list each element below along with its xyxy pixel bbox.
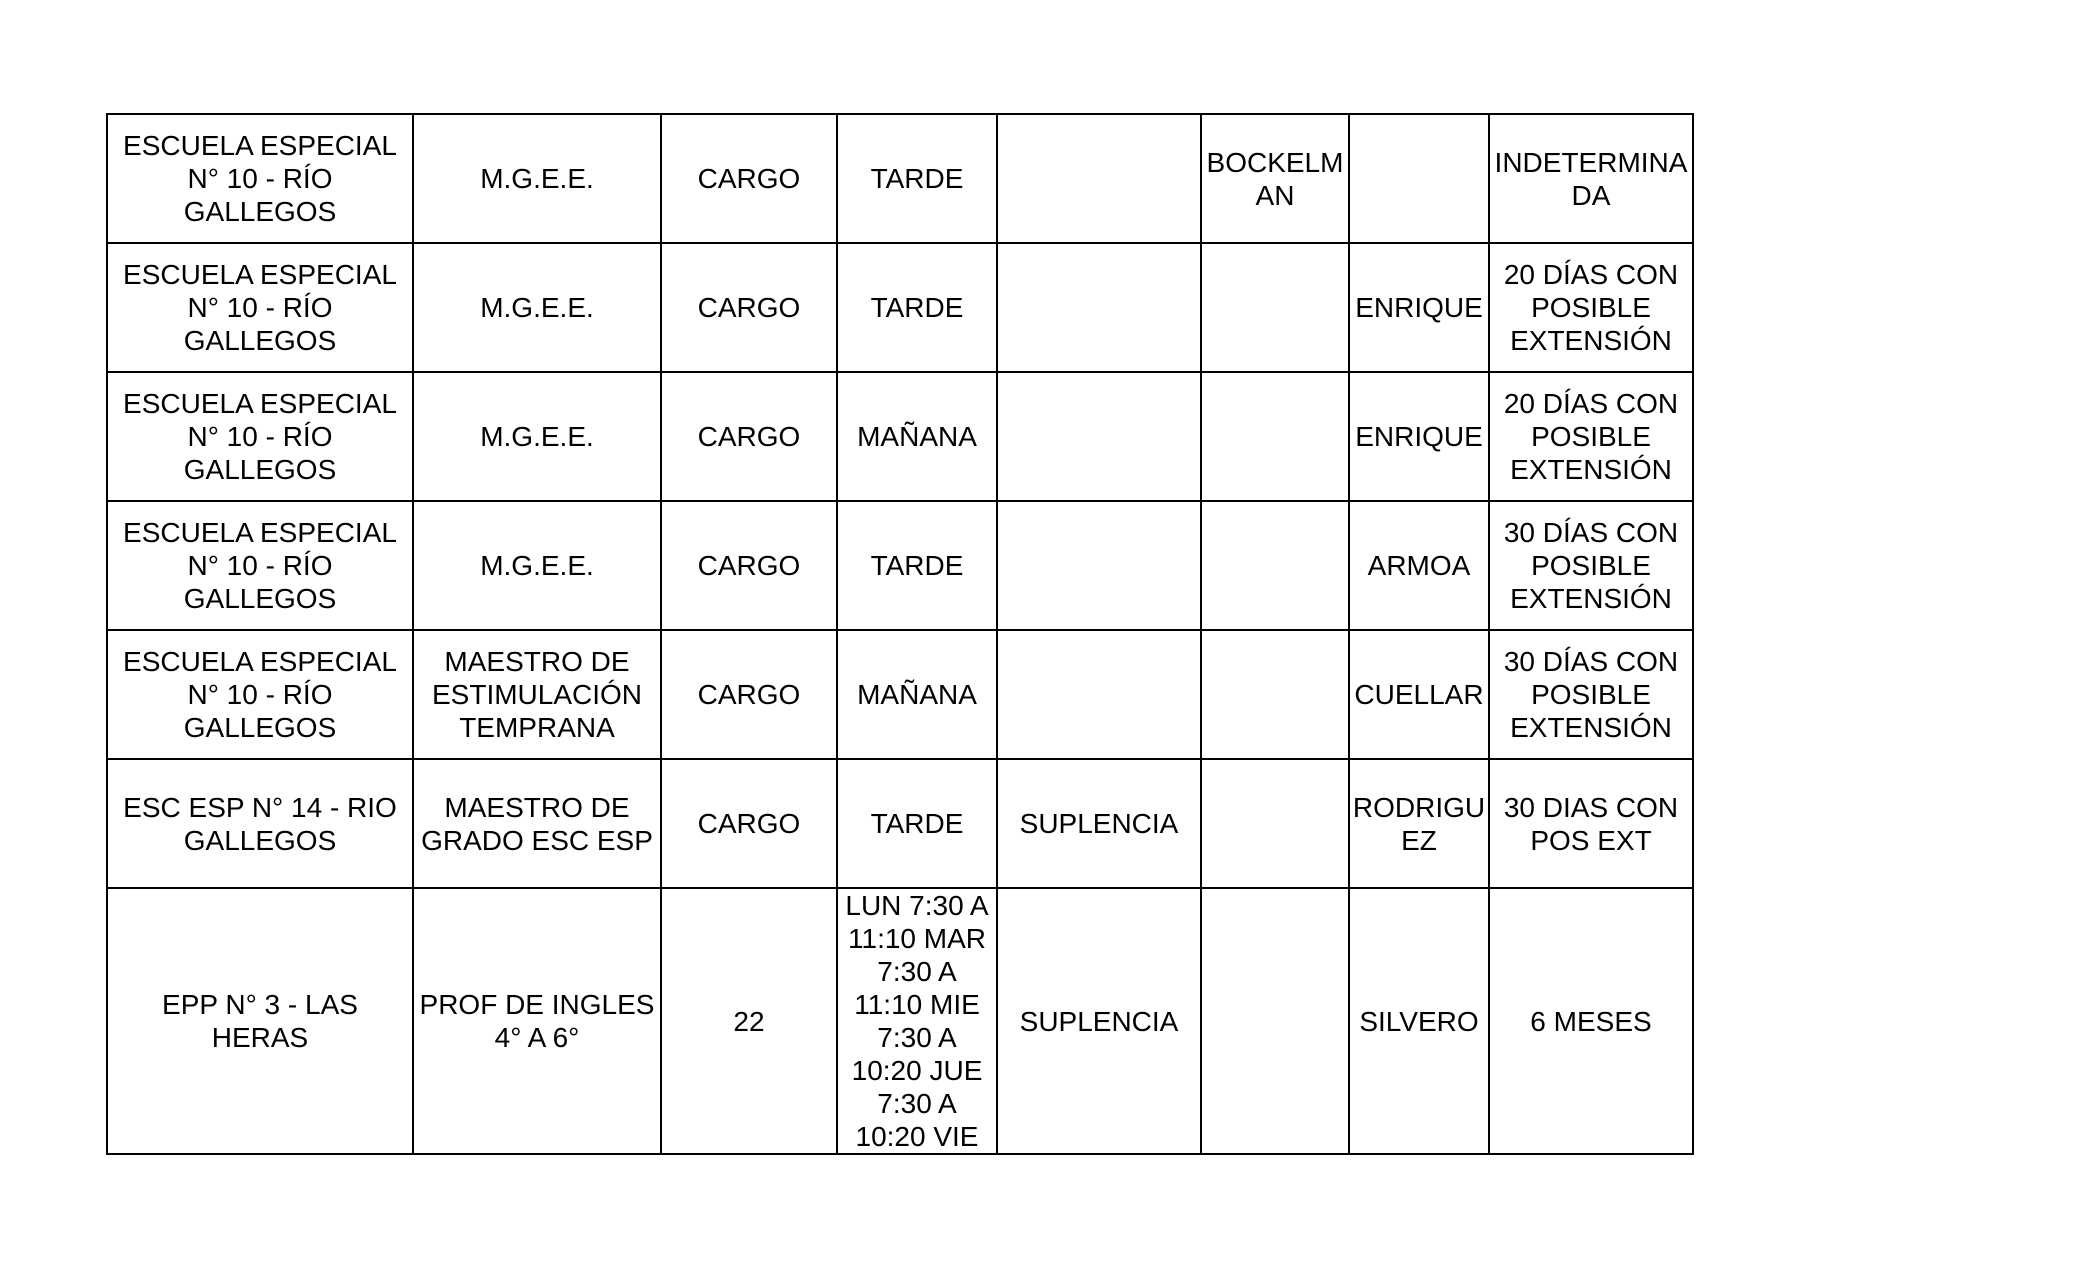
shift-cell: TARDE — [837, 501, 997, 630]
duration-cell: 6 MESES — [1489, 888, 1693, 1154]
situation-cell — [997, 243, 1201, 372]
situation-cell — [997, 501, 1201, 630]
replacement-cell: ENRIQUE — [1349, 243, 1489, 372]
replacement-cell: ARMOA — [1349, 501, 1489, 630]
replacement-cell: ENRIQUE — [1349, 372, 1489, 501]
situation-cell — [997, 630, 1201, 759]
table-row — [107, 888, 1693, 1154]
duration-cell: 30 DIAS CON POS EXT — [1489, 759, 1693, 888]
shift-cell: TARDE — [837, 114, 997, 243]
replacement-cell: RODRIGU EZ — [1349, 759, 1489, 888]
school-cell: ESCUELA ESPECIAL N° 10 - RÍO GALLEGOS — [107, 243, 413, 372]
position-cell: PROF DE INGLES 4° A 6° — [413, 888, 661, 1154]
school-cell: ESC ESP N° 14 - RIO GALLEGOS — [107, 759, 413, 888]
holder-cell — [1201, 630, 1349, 759]
duration-cell: 20 DÍAS CON POSIBLE EXTENSIÓN — [1489, 243, 1693, 372]
position-cell: M.G.E.E. — [413, 243, 661, 372]
duration-cell: 20 DÍAS CON POSIBLE EXTENSIÓN — [1489, 372, 1693, 501]
type-cell: CARGO — [661, 243, 837, 372]
holder-cell — [1201, 243, 1349, 372]
holder-cell — [1201, 759, 1349, 888]
situation-cell: SUPLENCIA — [997, 759, 1201, 888]
position-cell: M.G.E.E. — [413, 372, 661, 501]
table-row — [107, 630, 1693, 759]
position-cell: MAESTRO DE GRADO ESC ESP — [413, 759, 661, 888]
shift-cell: TARDE — [837, 243, 997, 372]
type-cell: CARGO — [661, 630, 837, 759]
table-row — [107, 759, 1693, 888]
school-cell: ESCUELA ESPECIAL N° 10 - RÍO GALLEGOS — [107, 501, 413, 630]
replacement-cell: CUELLAR — [1349, 630, 1489, 759]
holder-cell — [1201, 888, 1349, 1154]
type-cell: CARGO — [661, 114, 837, 243]
table-row — [107, 372, 1693, 501]
duration-cell: 30 DÍAS CON POSIBLE EXTENSIÓN — [1489, 501, 1693, 630]
position-cell: M.G.E.E. — [413, 501, 661, 630]
type-cell: 22 — [661, 888, 837, 1154]
holder-cell: BOCKELM AN — [1201, 114, 1349, 243]
situation-cell: SUPLENCIA — [997, 888, 1201, 1154]
type-cell: CARGO — [661, 501, 837, 630]
situation-cell — [997, 372, 1201, 501]
position-cell: MAESTRO DE ESTIMULACIÓN TEMPRANA — [413, 630, 661, 759]
type-cell: CARGO — [661, 759, 837, 888]
shift-cell: MAÑANA — [837, 372, 997, 501]
shift-cell: TARDE — [837, 759, 997, 888]
table-row — [107, 501, 1693, 630]
school-cell: ESCUELA ESPECIAL N° 10 - RÍO GALLEGOS — [107, 630, 413, 759]
school-cell: ESCUELA ESPECIAL N° 10 - RÍO GALLEGOS — [107, 114, 413, 243]
type-cell: CARGO — [661, 372, 837, 501]
holder-cell — [1201, 501, 1349, 630]
position-cell: M.G.E.E. — [413, 114, 661, 243]
table-row — [107, 243, 1693, 372]
replacement-cell — [1349, 114, 1489, 243]
situation-cell — [997, 114, 1201, 243]
shift-cell: LUN 7:30 A 11:10 MAR 7:30 A 11:10 MIE 7:30 A 10:20 JUE 7:30 A 10:20 VIE — [837, 888, 997, 1154]
school-cell: EPP N° 3 - LAS HERAS — [107, 888, 413, 1154]
vacancy-table — [106, 113, 1694, 1155]
duration-cell: 30 DÍAS CON POSIBLE EXTENSIÓN — [1489, 630, 1693, 759]
school-cell: ESCUELA ESPECIAL N° 10 - RÍO GALLEGOS — [107, 372, 413, 501]
holder-cell — [1201, 372, 1349, 501]
shift-cell: MAÑANA — [837, 630, 997, 759]
duration-cell: INDETERMINA DA — [1489, 114, 1693, 243]
table-row — [107, 114, 1693, 243]
replacement-cell: SILVERO — [1349, 888, 1489, 1154]
